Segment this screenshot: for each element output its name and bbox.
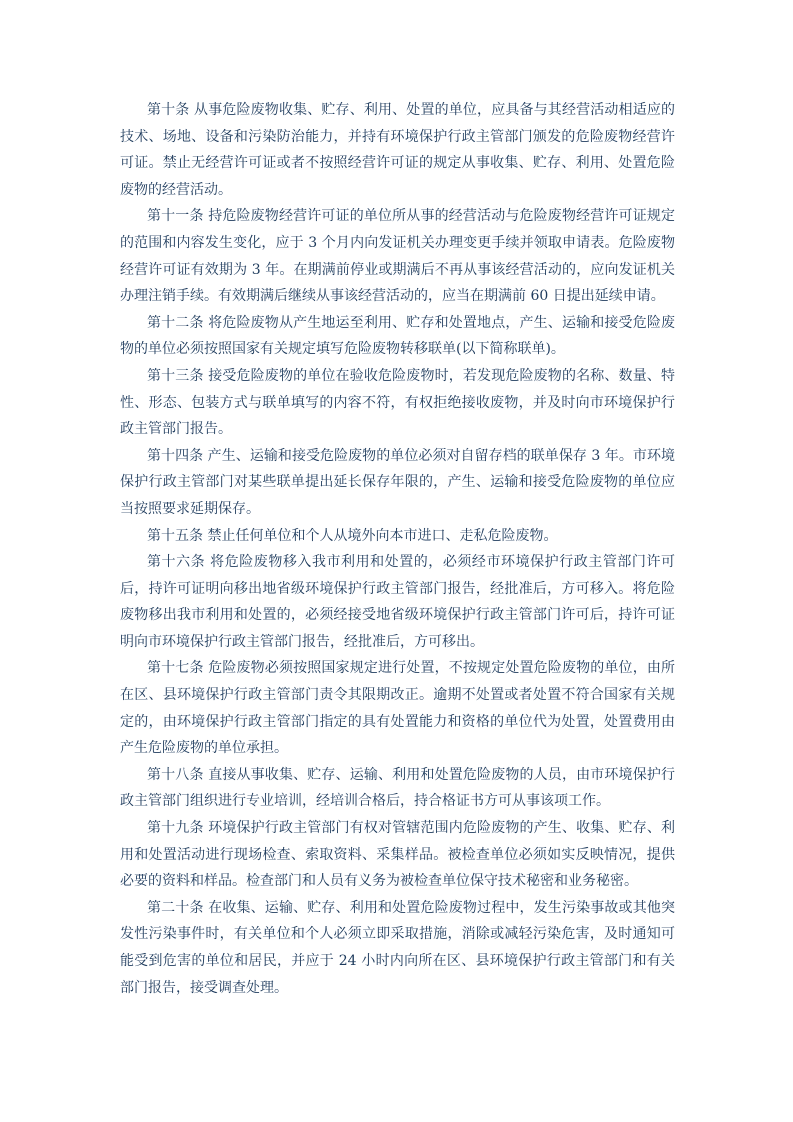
article-13: 第十三条 接受危险废物的单位在验收危险废物时，若发现危险废物的名称、数量、特性、形态、包装方式与联单填写的内容不符，有权拒绝接收废物，并及时向市环境保护行政主管部门报告。 [120,367,675,438]
article-14: 第十四条 产生、运输和接受危险废物的单位必须对自留存档的联单保存 3 年。市环境保护行政主管部门对某些联单提出延长保存年限的，产生、运输和接受危险废物的单位应当按照要求延期保存。 [120,447,675,517]
article-19: 第十九条 环境保护行政主管部门有权对管辖范围内危险废物的产生、收集、贮存、利用和处置活动进行现场检查、索取资料、采集样品。被检查单位必须如实反映情况，提供必要的资料和样品。检查部门和人员有义务为被检查单位保守技术秘密和业务秘密。 [120,820,675,890]
article-20: 第二十条 在收集、运输、贮存、利用和处置危险废物过程中，发生污染事故或其他突发性污染事件时，有关单位和个人必须立即采取措施，消除或减轻污染危害，及时通知可能受到危害的单位和居民，并应于 24 小时内向所在区、县环境保护行政主管部门和有关部门报告，接受调查处理。 [120,899,675,996]
article-18: 第十八条 直接从事收集、贮存、运输、利用和处置危险废物的人员，由市环境保护行政主管部门组织进行专业培训，经培训合格后，持合格证书方可从事该项工作。 [120,766,675,810]
article-15: 第十五条 禁止任何单位和个人从境外向本市进口、走私危险废物。 [147,527,558,544]
article-16: 第十六条 将危险废物移入我市利用和处置的，必须经市环境保护行政主管部门许可后，持许可证明向移出地省级环境保护行政主管部门报告，经批准后，方可移入。将危险废物移出我市利用和处置的，必须经接受地省级环境保护行政主管部门许可后，持许可证明向市环境保护行政主管部门报告，经批准后，方可移出。 [120,554,675,650]
document-body [120,97,675,1001]
article-17: 第十七条 危险废物必须按照国家规定进行处置，不按规定处置危险废物的单位，由所在区、县环境保护行政主管部门责令其限期改正。逾期不处置或者处置不符合国家有关规定的，由环境保护行政主管部门指定的具有处置能力和资格的单位代为处置，处置费用由产生危险废物的单位承担。 [120,660,675,757]
article-10: 第十条 从事危险废物收集、贮存、利用、处置的单位，应具备与其经营活动相适应的技术、场地、设备和污染防治能力，并持有环境保护行政主管部门颁发的危险废物经营许可证。禁止无经营许可证或者不按照经营许可证的规定从事收集、贮存、利用、处置危险废物的经营活动。 [120,102,675,198]
article-11: 第十一条 持危险废物经营许可证的单位所从事的经营活动与危险废物经营许可证规定的范围和内容发生变化，应于 3 个月内向发证机关办理变更手续并领取申请表。危险废物经营许可证有效期为 3 年。在期满前停业或期满后不再从事该经营活动的，应向发证机关办理注销手续。有效期满后继续从事该经营活动的，应当在期满前 60 日提出延续申请。 [120,208,675,305]
article-12: 第十二条 将危险废物从产生地运至利用、贮存和处置地点，产生、运输和接受危险废物的单位必须按照国家有关规定填写危险废物转移联单(以下简称联单)。 [120,314,675,358]
